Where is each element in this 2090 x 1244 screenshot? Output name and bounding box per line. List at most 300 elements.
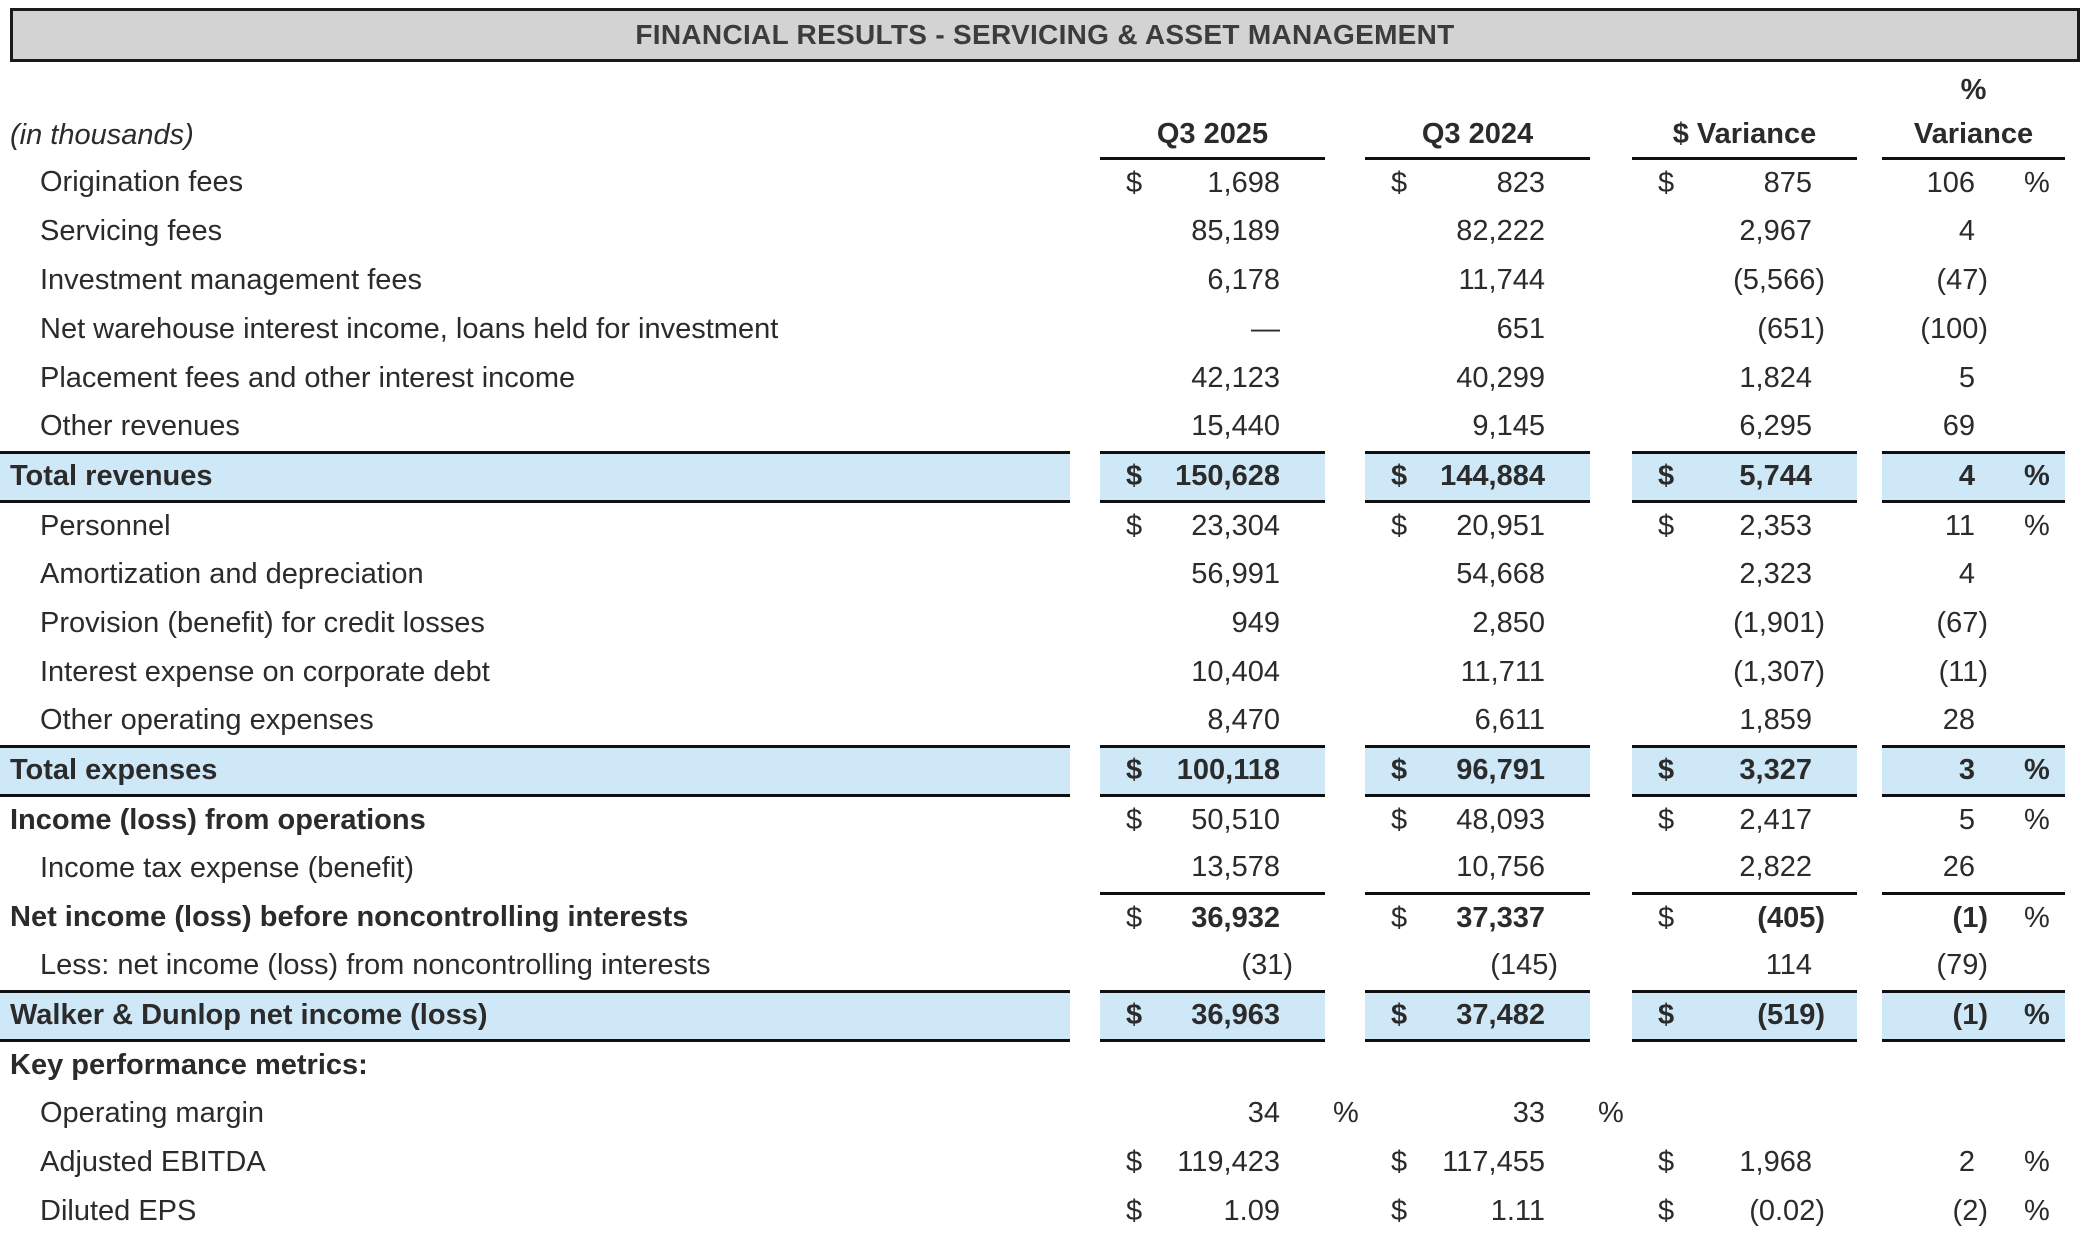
table-header xyxy=(0,68,2065,158)
value-dollar-variance: (519) xyxy=(1682,991,1857,1040)
row-label: Interest expense on corporate debt xyxy=(40,656,490,688)
value-pct-variance: (79) xyxy=(1882,942,2020,991)
percent-sign-q3-2025 xyxy=(1325,648,1365,697)
value-q3-2024: 1.11 xyxy=(1490,1195,1545,1227)
column-spacer xyxy=(1070,991,1100,1040)
percent-sign-q3-2025 xyxy=(1325,746,1365,795)
percent-sign-q3-2024 xyxy=(1590,1187,1632,1236)
percent-sign-q3-2024 xyxy=(1590,599,1632,648)
value-dollar-variance: (1,307) xyxy=(1733,656,1825,688)
percent-sign-pct-variance xyxy=(2020,305,2065,354)
dollar-sign-q3-2025 xyxy=(1100,648,1150,697)
value-dollar-variance: 2,417 xyxy=(1739,803,1812,836)
value-q3-2024: 9,145 xyxy=(1415,403,1590,452)
dollar-sign-q3-2025 xyxy=(1100,844,1150,893)
dollar-sign-q3-2025 xyxy=(1100,942,1150,991)
value-dollar-variance xyxy=(1682,1040,1857,1089)
column-spacer xyxy=(1857,305,1882,354)
value-q3-2024: 37,337 xyxy=(1456,901,1545,934)
column-spacer xyxy=(1857,256,1882,305)
column-spacer xyxy=(1070,501,1100,550)
dollar-sign-q3-2025 xyxy=(1100,599,1150,648)
dollar-sign-dollar-variance xyxy=(1632,648,1682,697)
value-q3-2025: 6,178 xyxy=(1207,264,1280,296)
value-q3-2025: 85,189 xyxy=(1191,215,1280,247)
value-q3-2025: 8,470 xyxy=(1150,697,1325,746)
dollar-sign-q3-2024: $ xyxy=(1365,746,1415,795)
percent-sign-pct-variance xyxy=(2020,599,2065,648)
dollar-sign-dollar-variance: $ xyxy=(1657,901,1675,934)
value-q3-2024: 144,884 xyxy=(1415,452,1590,501)
header-row-main xyxy=(0,113,2065,158)
percent-sign-q3-2024 xyxy=(1590,795,1632,844)
dollar-sign-dollar-variance xyxy=(1632,403,1682,452)
value-pct-variance: 69 xyxy=(1882,403,2020,452)
percent-sign-q3-2025 xyxy=(1325,1138,1365,1187)
percent-sign-q3-2025 xyxy=(1325,795,1365,844)
dollar-sign-dollar-variance xyxy=(1632,599,1682,648)
percent-sign-q3-2024 xyxy=(1590,991,1632,1040)
percent-sign-pct-variance xyxy=(2020,403,2065,452)
header-spacer xyxy=(1632,68,1857,113)
row-label: Operating margin xyxy=(40,1097,265,1129)
table-row xyxy=(0,746,2065,795)
value-q3-2025: (31) xyxy=(1150,942,1325,991)
value-dollar-variance xyxy=(1682,1089,1857,1138)
table-row xyxy=(0,452,2065,501)
value-pct-variance xyxy=(1882,1040,2020,1089)
percent-sign-q3-2025: % xyxy=(1332,1097,1359,1129)
percent-sign-pct-variance: % xyxy=(2020,991,2065,1040)
header-spacer xyxy=(1590,68,1632,113)
dollar-sign-q3-2025 xyxy=(1100,403,1150,452)
table-row xyxy=(0,1138,2065,1187)
value-q3-2025: 13,578 xyxy=(1150,844,1325,893)
column-spacer xyxy=(1070,207,1100,256)
table-title-bar xyxy=(10,8,2080,62)
column-spacer xyxy=(1070,550,1100,599)
percent-sign-pct-variance: % xyxy=(2023,1146,2050,1178)
percent-sign-q3-2024 xyxy=(1590,550,1632,599)
value-q3-2024: 6,611 xyxy=(1415,697,1590,746)
table-row xyxy=(0,1089,2065,1138)
dollar-sign-dollar-variance xyxy=(1632,697,1682,746)
value-pct-variance: 2 xyxy=(1958,1146,1975,1178)
table-row xyxy=(0,599,2065,648)
table-row xyxy=(0,256,2065,305)
value-pct-variance: (1) xyxy=(1952,901,1988,934)
value-q3-2025: 1,698 xyxy=(1207,166,1280,199)
column-spacer xyxy=(1857,893,1882,942)
value-pct-variance: 28 xyxy=(1882,697,2020,746)
column-spacer xyxy=(1857,942,1882,991)
row-label: Placement fees and other interest income xyxy=(40,362,576,394)
percent-sign-q3-2025 xyxy=(1325,550,1365,599)
dollar-sign-q3-2024 xyxy=(1365,207,1415,256)
dollar-sign-q3-2025 xyxy=(1100,550,1150,599)
value-dollar-variance: 2,967 xyxy=(1739,215,1812,247)
value-q3-2024: 96,791 xyxy=(1415,746,1590,795)
table-row xyxy=(0,501,2065,550)
dollar-sign-q3-2025 xyxy=(1100,1089,1150,1138)
value-q3-2024: 11,744 xyxy=(1458,264,1545,296)
dollar-sign-q3-2025: $ xyxy=(1125,166,1143,199)
value-dollar-variance: (0.02) xyxy=(1749,1195,1825,1227)
row-label: Key performance metrics: xyxy=(10,1048,368,1081)
value-dollar-variance: 2,353 xyxy=(1739,509,1812,542)
dollar-sign-q3-2025: $ xyxy=(1125,1146,1143,1178)
dollar-sign-q3-2025 xyxy=(1100,207,1150,256)
value-q3-2024: 37,482 xyxy=(1415,991,1590,1040)
percent-sign-q3-2025 xyxy=(1325,501,1365,550)
row-label: Walker & Dunlop net income (loss) xyxy=(0,991,1070,1040)
value-pct-variance: 4 xyxy=(1958,558,1975,590)
percent-sign-pct-variance: % xyxy=(2020,746,2065,795)
percent-sign-q3-2024 xyxy=(1590,158,1632,207)
dollar-sign-q3-2024: $ xyxy=(1390,166,1408,199)
value-q3-2024: 54,668 xyxy=(1456,558,1545,590)
value-q3-2025: — xyxy=(1250,313,1280,345)
dollar-sign-dollar-variance: $ xyxy=(1657,803,1675,836)
value-q3-2025: 50,510 xyxy=(1191,803,1280,836)
value-q3-2024: 651 xyxy=(1496,313,1545,345)
column-spacer xyxy=(1857,354,1882,403)
header-spacer xyxy=(1070,113,1100,158)
percent-sign-q3-2025 xyxy=(1325,354,1365,403)
dollar-sign-q3-2024 xyxy=(1365,697,1415,746)
value-q3-2025: 15,440 xyxy=(1150,403,1325,452)
value-q3-2024: (145) xyxy=(1415,942,1590,991)
row-label: Less: net income (loss) from noncontrolling interests xyxy=(0,942,1070,991)
dollar-sign-q3-2024 xyxy=(1365,403,1415,452)
dollar-sign-q3-2025 xyxy=(1100,697,1150,746)
dollar-sign-q3-2025 xyxy=(1100,1040,1150,1089)
dollar-sign-q3-2024 xyxy=(1365,844,1415,893)
column-spacer xyxy=(1857,1040,1882,1089)
header-spacer xyxy=(1590,113,1632,158)
value-q3-2024: 48,093 xyxy=(1456,803,1545,836)
column-spacer xyxy=(1070,697,1100,746)
column-spacer xyxy=(1857,991,1882,1040)
percent-sign-q3-2024 xyxy=(1590,648,1632,697)
value-pct-variance xyxy=(1882,1089,2020,1138)
column-spacer xyxy=(1070,1089,1100,1138)
value-dollar-variance: 3,327 xyxy=(1682,746,1857,795)
column-spacer xyxy=(1070,256,1100,305)
column-spacer xyxy=(1857,697,1882,746)
row-label: Net income (loss) before noncontrolling interests xyxy=(10,901,689,933)
value-q3-2025: 150,628 xyxy=(1150,452,1325,501)
value-dollar-variance: 6,295 xyxy=(1682,403,1857,452)
percent-sign-q3-2025 xyxy=(1325,1187,1365,1236)
percent-sign-q3-2024 xyxy=(1590,1040,1632,1089)
value-q3-2025: 10,404 xyxy=(1191,656,1280,688)
row-label: Provision (benefit) for credit losses xyxy=(40,607,485,639)
percent-sign-pct-variance: % xyxy=(2023,1195,2050,1227)
percent-sign-pct-variance xyxy=(2020,207,2065,256)
percent-sign-q3-2025 xyxy=(1325,893,1365,942)
column-spacer xyxy=(1070,452,1100,501)
table-row xyxy=(0,893,2065,942)
column-spacer xyxy=(1857,1187,1882,1236)
value-q3-2024: 117,455 xyxy=(1442,1146,1545,1178)
column-spacer xyxy=(1070,746,1100,795)
value-dollar-variance: (5,566) xyxy=(1733,264,1825,296)
percent-sign-q3-2024 xyxy=(1590,256,1632,305)
dollar-sign-q3-2024: $ xyxy=(1365,452,1415,501)
column-spacer xyxy=(1857,599,1882,648)
column-spacer xyxy=(1857,403,1882,452)
value-pct-variance: 26 xyxy=(1882,844,2020,893)
dollar-sign-dollar-variance: $ xyxy=(1657,1146,1675,1178)
percent-sign-pct-variance: % xyxy=(2023,509,2050,542)
row-label: Income tax expense (benefit) xyxy=(40,852,414,884)
column-spacer xyxy=(1857,1089,1882,1138)
value-q3-2025: 23,304 xyxy=(1191,509,1280,542)
header-spacer xyxy=(1857,113,1882,158)
value-pct-variance: (67) xyxy=(1936,607,1988,639)
dollar-sign-q3-2025: $ xyxy=(1125,509,1143,542)
column-spacer xyxy=(1070,1187,1100,1236)
value-pct-variance: (11) xyxy=(1938,656,1988,688)
value-q3-2025: 1.09 xyxy=(1223,1195,1280,1227)
row-label: Other revenues xyxy=(0,403,1070,452)
value-q3-2024: 40,299 xyxy=(1456,362,1545,394)
column-spacer xyxy=(1857,648,1882,697)
financial-results-table xyxy=(0,68,2065,1236)
value-q3-2025: 56,991 xyxy=(1191,558,1280,590)
percent-sign-pct-variance xyxy=(2020,942,2065,991)
percent-sign-q3-2025 xyxy=(1325,403,1365,452)
dollar-sign-dollar-variance xyxy=(1632,942,1682,991)
value-pct-variance: (47) xyxy=(1936,264,1988,296)
dollar-sign-q3-2024: $ xyxy=(1390,1146,1408,1178)
dollar-sign-q3-2024 xyxy=(1365,305,1415,354)
dollar-sign-dollar-variance: $ xyxy=(1632,991,1682,1040)
dollar-sign-dollar-variance: $ xyxy=(1657,166,1675,199)
table-row xyxy=(0,354,2065,403)
value-q3-2024: 823 xyxy=(1496,166,1545,199)
percent-sign-q3-2025 xyxy=(1325,305,1365,354)
value-pct-variance: 5 xyxy=(1958,803,1975,836)
percent-sign-q3-2024 xyxy=(1590,452,1632,501)
column-header-pct-variance: Variance xyxy=(1882,113,2065,158)
dollar-sign-dollar-variance xyxy=(1632,207,1682,256)
column-spacer xyxy=(1857,452,1882,501)
percent-sign-q3-2025 xyxy=(1325,452,1365,501)
header-spacer xyxy=(1325,68,1365,113)
column-header-q3-2025: Q3 2025 xyxy=(1100,113,1325,158)
dollar-sign-q3-2025 xyxy=(1100,305,1150,354)
dollar-sign-q3-2025: $ xyxy=(1125,803,1143,836)
column-spacer xyxy=(1070,844,1100,893)
row-label: Net warehouse interest income, loans held for investment xyxy=(40,313,779,345)
column-spacer xyxy=(1070,354,1100,403)
row-label: Investment management fees xyxy=(40,264,423,296)
dollar-sign-dollar-variance xyxy=(1632,1040,1682,1089)
dollar-sign-dollar-variance xyxy=(1632,550,1682,599)
value-pct-variance: 4 xyxy=(1958,215,1975,247)
column-spacer xyxy=(1070,1040,1100,1089)
table-body xyxy=(0,158,2065,1236)
dollar-sign-q3-2024 xyxy=(1365,550,1415,599)
value-q3-2024: 82,222 xyxy=(1456,215,1545,247)
value-dollar-variance: 5,744 xyxy=(1682,452,1857,501)
percent-sign-q3-2024 xyxy=(1590,893,1632,942)
value-dollar-variance: (651) xyxy=(1757,313,1825,345)
header-spacer xyxy=(1100,68,1325,113)
table-row xyxy=(0,991,2065,1040)
column-spacer xyxy=(1070,403,1100,452)
header-spacer xyxy=(1365,68,1590,113)
units-note: (in thousands) xyxy=(10,119,194,151)
dollar-sign-q3-2025: $ xyxy=(1125,1195,1143,1227)
table-row xyxy=(0,207,2065,256)
value-dollar-variance: 875 xyxy=(1763,166,1812,199)
value-dollar-variance: (405) xyxy=(1757,901,1825,934)
column-spacer xyxy=(1070,795,1100,844)
column-spacer xyxy=(1070,305,1100,354)
dollar-sign-q3-2024: $ xyxy=(1390,803,1408,836)
table-row xyxy=(0,844,2065,893)
row-label: Total revenues xyxy=(0,452,1070,501)
percent-sign-q3-2024 xyxy=(1590,305,1632,354)
column-spacer xyxy=(1857,746,1882,795)
value-q3-2025: 34 xyxy=(1247,1097,1280,1129)
table-row xyxy=(0,942,2065,991)
value-q3-2024: 2,850 xyxy=(1472,607,1545,639)
percent-sign-pct-variance xyxy=(2020,697,2065,746)
value-pct-variance: 106 xyxy=(1926,166,1975,199)
row-label: Diluted EPS xyxy=(40,1195,197,1227)
header-spacer xyxy=(1070,68,1100,113)
value-pct-variance: 3 xyxy=(1882,746,2020,795)
dollar-sign-q3-2025: $ xyxy=(1100,452,1150,501)
value-q3-2024: 10,756 xyxy=(1415,844,1590,893)
column-spacer xyxy=(1070,648,1100,697)
percent-sign-q3-2024 xyxy=(1590,746,1632,795)
dollar-sign-dollar-variance xyxy=(1632,844,1682,893)
column-spacer xyxy=(1070,942,1100,991)
row-label: Income (loss) from operations xyxy=(10,803,426,836)
table-row xyxy=(0,1187,2065,1236)
percent-sign-q3-2025 xyxy=(1325,942,1365,991)
percent-sign-q3-2024 xyxy=(1590,844,1632,893)
value-q3-2025: 42,123 xyxy=(1191,362,1280,394)
value-q3-2025: 100,118 xyxy=(1150,746,1325,795)
dollar-sign-q3-2025 xyxy=(1100,256,1150,305)
column-spacer xyxy=(1070,158,1100,207)
row-label: Servicing fees xyxy=(40,215,223,247)
percent-sign-q3-2025 xyxy=(1325,256,1365,305)
dollar-sign-dollar-variance: $ xyxy=(1657,509,1675,542)
table-row xyxy=(0,158,2065,207)
dollar-sign-dollar-variance xyxy=(1632,305,1682,354)
table-row xyxy=(0,648,2065,697)
percent-sign-q3-2024 xyxy=(1590,354,1632,403)
dollar-sign-q3-2024 xyxy=(1365,256,1415,305)
percent-sign-q3-2025 xyxy=(1325,158,1365,207)
percent-sign-pct-variance: % xyxy=(2023,901,2050,934)
dollar-sign-q3-2024 xyxy=(1365,648,1415,697)
column-spacer xyxy=(1857,158,1882,207)
value-q3-2024 xyxy=(1415,1040,1590,1089)
dollar-sign-q3-2024: $ xyxy=(1390,1195,1408,1227)
column-spacer xyxy=(1857,1138,1882,1187)
percent-sign-q3-2024 xyxy=(1590,697,1632,746)
table-row xyxy=(0,550,2065,599)
percent-sign-q3-2025 xyxy=(1325,991,1365,1040)
value-pct-variance: (100) xyxy=(1920,313,1988,345)
value-q3-2024: 20,951 xyxy=(1456,509,1545,542)
value-q3-2025: 949 xyxy=(1231,607,1280,639)
dollar-sign-dollar-variance xyxy=(1632,1089,1682,1138)
header-row-percent xyxy=(0,68,2065,113)
percent-sign-pct-variance xyxy=(2020,844,2065,893)
percent-sign-q3-2024 xyxy=(1590,207,1632,256)
column-spacer xyxy=(1857,844,1882,893)
dollar-sign-dollar-variance: $ xyxy=(1657,1195,1675,1227)
column-spacer xyxy=(1070,599,1100,648)
row-label: Personnel xyxy=(40,509,171,542)
value-pct-variance: (1) xyxy=(1882,991,2020,1040)
dollar-sign-dollar-variance xyxy=(1632,354,1682,403)
value-dollar-variance: 1,968 xyxy=(1739,1146,1812,1178)
value-pct-variance: 11 xyxy=(1944,509,1975,542)
row-label: Adjusted EBITDA xyxy=(40,1146,266,1178)
percent-sign-q3-2025 xyxy=(1325,844,1365,893)
header-spacer xyxy=(1857,68,1882,113)
value-pct-variance: 5 xyxy=(1958,362,1975,394)
percent-sign-q3-2024 xyxy=(1590,1138,1632,1187)
column-spacer xyxy=(1070,893,1100,942)
dollar-sign-q3-2024 xyxy=(1365,599,1415,648)
dollar-sign-q3-2025: $ xyxy=(1100,991,1150,1040)
dollar-sign-q3-2024 xyxy=(1365,1089,1415,1138)
percent-sign-q3-2025 xyxy=(1325,697,1365,746)
row-label: Amortization and depreciation xyxy=(40,558,424,590)
percent-sign-q3-2024 xyxy=(1590,501,1632,550)
percent-sign-q3-2025 xyxy=(1325,1040,1365,1089)
percent-sign-pct-variance: % xyxy=(2023,803,2050,836)
dollar-sign-dollar-variance xyxy=(1632,256,1682,305)
percent-sign-q3-2024 xyxy=(1590,942,1632,991)
value-q3-2025 xyxy=(1150,1040,1325,1089)
table-row xyxy=(0,795,2065,844)
value-q3-2025: 36,932 xyxy=(1191,901,1280,934)
value-pct-variance: 4 xyxy=(1882,452,2020,501)
dollar-sign-dollar-variance: $ xyxy=(1632,746,1682,795)
table-row xyxy=(0,403,2065,452)
header-spacer xyxy=(0,68,1070,113)
percent-sign-pct-variance xyxy=(2020,256,2065,305)
value-dollar-variance: (1,901) xyxy=(1733,607,1825,639)
value-pct-variance: (2) xyxy=(1952,1195,1988,1227)
value-q3-2025: 119,423 xyxy=(1177,1146,1280,1178)
column-spacer xyxy=(1857,795,1882,844)
dollar-sign-q3-2024: $ xyxy=(1365,991,1415,1040)
column-header-dollar-variance: $ Variance xyxy=(1632,113,1857,158)
dollar-sign-q3-2025 xyxy=(1100,354,1150,403)
dollar-sign-q3-2025: $ xyxy=(1125,901,1143,934)
dollar-sign-q3-2024: $ xyxy=(1390,509,1408,542)
percent-sign-pct-variance xyxy=(2020,550,2065,599)
dollar-sign-q3-2024 xyxy=(1365,354,1415,403)
column-spacer xyxy=(1857,207,1882,256)
percent-sign-q3-2024: % xyxy=(1597,1097,1624,1129)
column-spacer xyxy=(1857,501,1882,550)
value-q3-2024: 11,711 xyxy=(1460,656,1545,688)
